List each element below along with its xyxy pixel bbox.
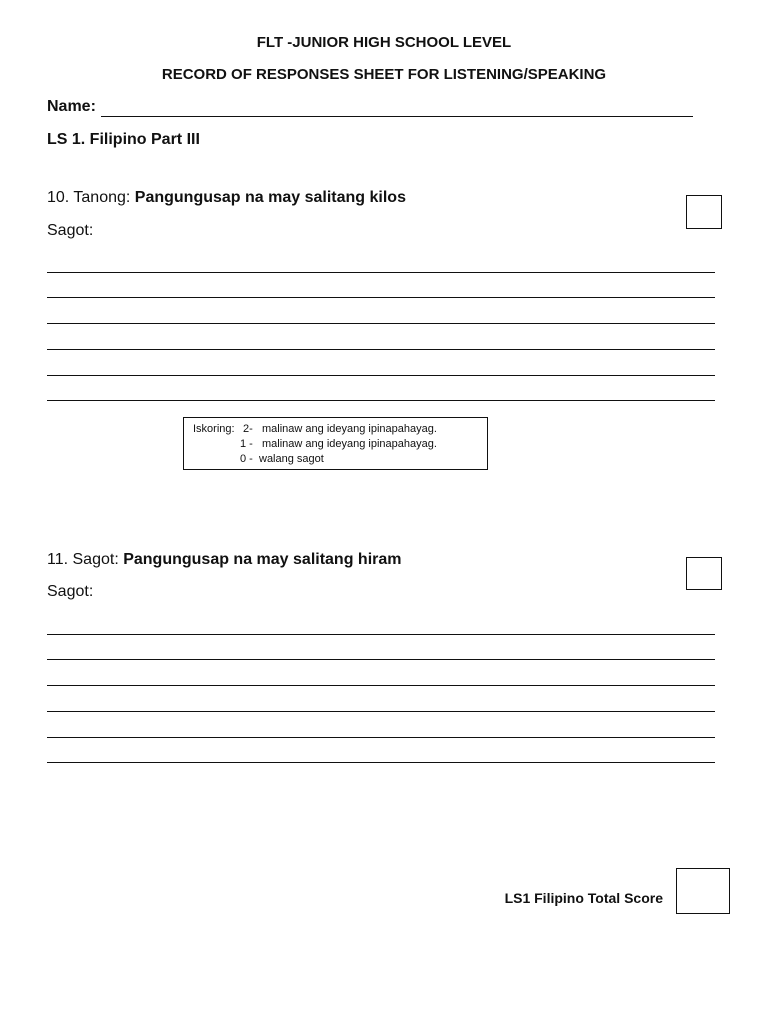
answer-line[interactable] xyxy=(47,272,715,273)
scoring-key-description: malinaw ang ideyang ipinapahayag. xyxy=(262,423,437,435)
question-11 xyxy=(47,551,402,569)
scoring-key-score: 2- xyxy=(243,423,253,435)
section-title: LS 1. Filipino Part III xyxy=(47,131,200,148)
answer-line[interactable] xyxy=(47,349,715,350)
question-10 xyxy=(47,189,406,207)
answer-line[interactable] xyxy=(47,297,715,298)
sheet-subtitle: RECORD OF RESPONSES SHEET FOR LISTENING/SPEAKING xyxy=(161,66,607,83)
answer-line[interactable] xyxy=(47,685,715,686)
scoring-key-description: walang sagot xyxy=(259,453,324,465)
scoring-key-score: 0 - xyxy=(240,453,253,465)
question-11-answer-label: Sagot: xyxy=(47,583,94,600)
name-field[interactable] xyxy=(101,116,693,117)
answer-line[interactable] xyxy=(47,634,715,635)
name-label: Name: xyxy=(47,98,96,115)
question-10-prefix: 10. Tanong: xyxy=(47,189,135,206)
answer-line[interactable] xyxy=(47,711,715,712)
answer-line[interactable] xyxy=(47,375,715,376)
question-11-prompt: Pangungusap na may salitang hiram xyxy=(123,551,402,568)
answer-line[interactable] xyxy=(47,400,715,401)
answer-line[interactable] xyxy=(47,762,715,763)
scoring-key-score: 1 - xyxy=(240,438,253,450)
scoring-key-label: Iskoring: xyxy=(193,423,235,435)
question-10-answer-label: Sagot: xyxy=(47,222,94,239)
question-11-score-box[interactable] xyxy=(686,557,722,590)
answer-line[interactable] xyxy=(47,659,715,660)
scoring-key-box xyxy=(183,417,488,470)
total-score-box[interactable] xyxy=(676,868,730,914)
answer-line[interactable] xyxy=(47,737,715,738)
total-score-label: LS1 Filipino Total Score xyxy=(504,890,663,906)
sheet-title: FLT -JUNIOR HIGH SCHOOL LEVEL xyxy=(256,34,512,51)
question-11-prefix: 11. Sagot: xyxy=(47,551,124,568)
scoring-key-description: malinaw ang ideyang ipinapahayag. xyxy=(262,438,437,450)
answer-line[interactable] xyxy=(47,323,715,324)
question-10-prompt: Pangungusap na may salitang kilos xyxy=(134,189,406,206)
question-10-score-box[interactable] xyxy=(686,195,722,229)
